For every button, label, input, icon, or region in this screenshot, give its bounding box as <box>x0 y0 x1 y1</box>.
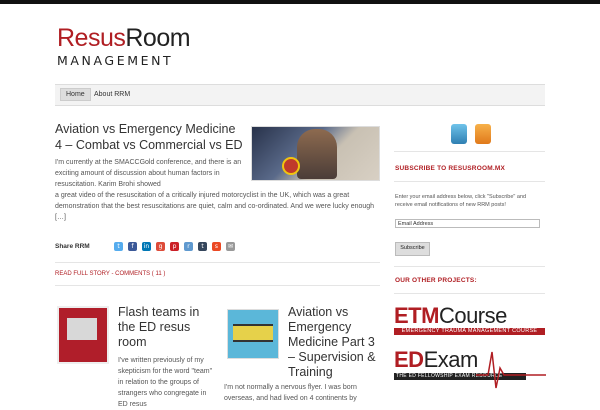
card-title[interactable]: Aviation vs Emergency Medicine Part 3 – Supervision & Training <box>288 305 376 379</box>
post-title[interactable]: Aviation vs Emergency Medicine 4 – Combat vs Commercial vs ED <box>55 122 243 152</box>
site-logo[interactable] <box>57 26 190 68</box>
book-cover-panel <box>67 318 97 340</box>
etm-word-black: Course <box>438 303 507 328</box>
share-icons <box>114 242 235 251</box>
logo-word-room: Room <box>125 24 191 52</box>
nav-item-about[interactable]: About RRM <box>94 91 131 98</box>
share-label: Share RRM <box>55 243 90 250</box>
etm-course-logo[interactable] <box>394 305 545 335</box>
divider <box>394 181 545 182</box>
etm-tagline: EMERGENCY TRAUMA MANAGEMENT COURSE <box>394 328 545 335</box>
divider <box>55 285 380 286</box>
divider <box>394 293 545 294</box>
edexam-tagline: THE ED FELLOWSHIP EXAM RESOURCE <box>394 373 526 380</box>
pilot-figure <box>297 129 337 179</box>
read-full-story-link[interactable]: READ FULL STORY <box>55 271 110 277</box>
email-field[interactable]: Email Address <box>395 219 540 228</box>
facebook-icon[interactable]: f <box>128 242 137 251</box>
projects-heading: OUR OTHER PROJECTS: <box>395 277 477 284</box>
logo-wordmark <box>57 26 190 51</box>
google-plus-icon[interactable]: g <box>156 242 165 251</box>
nav-item-home[interactable]: Home <box>60 88 91 101</box>
divider <box>394 266 545 267</box>
post-thumbnail[interactable] <box>251 126 380 181</box>
card-excerpt: I'm not normally a nervous flyer. I was born overseas, and had lived on 4 continents by <box>224 384 357 402</box>
stumbleupon-icon[interactable]: s <box>212 242 221 251</box>
card-title[interactable]: Flash teams in the ED resus room <box>118 305 200 349</box>
cheese-slices <box>233 324 273 342</box>
read-more-row: READ FULL STORY - COMMENTS ( 11 ) <box>55 271 166 277</box>
tumblr-icon[interactable]: t <box>198 242 207 251</box>
divider <box>55 262 380 263</box>
subscribe-button[interactable]: Subscribe <box>395 242 430 256</box>
subscribe-text: Enter your email address below, click "Subscribe" and receive email notifications of new RRM posts! <box>395 194 527 208</box>
email-icon[interactable]: ✉ <box>227 243 234 250</box>
reddit-icon[interactable]: r <box>184 242 193 251</box>
logo-subtitle: MANAGEMENT <box>57 53 174 68</box>
flight-patch <box>282 157 300 175</box>
heartbeat-icon <box>476 350 546 390</box>
post-excerpt-column: I'm currently at the SMACCGold conference, and there is an exciting amount of discussion about human factors in resuscitation. Karim Brohi showed <box>55 159 242 188</box>
main-nav <box>55 84 545 106</box>
top-bar <box>0 0 600 4</box>
etm-word-red: ETM <box>394 303 439 328</box>
twitter-icon[interactable] <box>451 124 467 144</box>
card-excerpt: I've written previously of my skepticism for the word "team" in relation to the groups of strangers who congregate in ED resus <box>118 357 213 408</box>
edexam-word-black: Exam <box>423 347 478 372</box>
card-thumbnail-book[interactable] <box>57 306 109 364</box>
comments-link[interactable]: COMMENTS ( 11 ) <box>115 271 166 277</box>
card-thumbnail-cheese[interactable] <box>227 309 279 359</box>
post-excerpt-full: a great video of the resuscitation of a critically injured motorcyclist in the UK, which was a great demonstration that the best resuscitations are quiet, calm and co-ordinated. And we were lucky enough […] <box>55 192 375 221</box>
linkedin-icon[interactable]: in <box>143 243 150 250</box>
logo-word-resus: Resus <box>57 24 126 52</box>
edexam-word-red: ED <box>394 347 424 372</box>
subscribe-heading: SUBSCRIBE TO RESUSROOM.MX <box>395 165 505 172</box>
pinterest-icon[interactable]: p <box>170 242 179 251</box>
divider <box>394 151 545 152</box>
twitter-icon[interactable]: t <box>114 242 123 251</box>
rss-icon[interactable] <box>475 124 491 144</box>
